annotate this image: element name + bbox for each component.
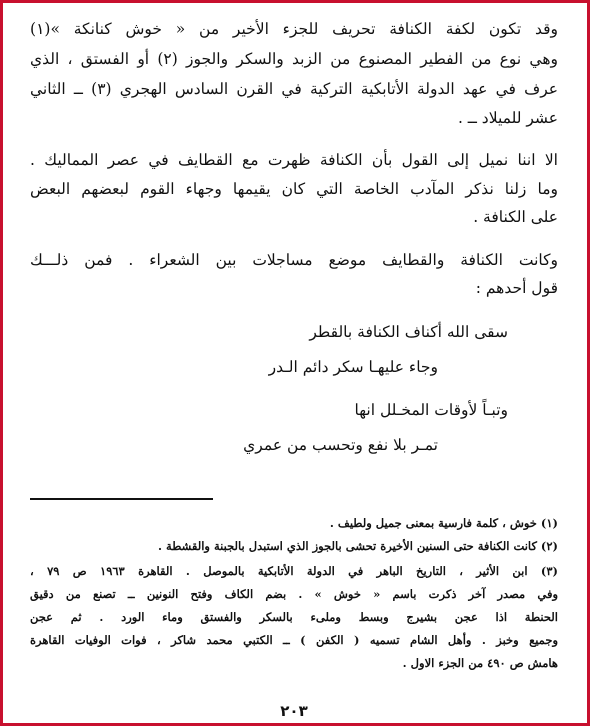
paragraph2-line-2: وما زلنا نذكر المآدب الخاصة التي كان يقيمها وجهاء القوم لبعضهم البعض <box>30 180 558 198</box>
footnote-1: (١) خوش ، كلمة فارسية بمعنى جميل ولطيف . <box>329 516 558 530</box>
verse-3: وتبـاً لأوقات المخـلل انها <box>354 401 508 419</box>
paragraph1-line-1: وقد تكون لكفة الكنافة تحريف للجزء الأخير من « خوش كنانكة »(١) <box>30 20 558 38</box>
paragraph2-line-1: الا اننا نميل إلى القول بأن الكنافة ظهرت مع القطايف في عصر المماليك . <box>30 151 558 169</box>
footnote-separator <box>30 498 213 500</box>
footnote-2: (٢) كانت الكنافة حتى السنين الأخيرة تحشى بالجوز الذي استبدل بالجبنة والقشطة . <box>158 539 558 553</box>
book-page <box>30 8 558 720</box>
paragraph3-line-1: وكانت الكنافة والقطايف موضع مساجلات بين الشعراء . فمن ذلـــك <box>30 251 558 269</box>
paragraph3-line-2: قول أحدهم : <box>475 279 558 297</box>
footnote-3-line-4: وجميع وخبز . وأهل الشام تسميه ( الكفن ) ــ الكتبي محمد شاكر ، فوات الوفيات القاهرة <box>30 633 558 647</box>
paragraph1-line-2: وهي نوع من الفطير المصنوع من الزبد والسكر والجوز (٢) أو الفستق ، الذي <box>30 50 559 68</box>
page-number: ٢٠٣ <box>280 702 308 720</box>
footnote-3-line-3: الحنطة اذا عجن بشيرج وبسط وملىء بالسكر والفستق وماء الورد . ثم عجن <box>30 610 558 624</box>
paragraph1-line-4: عشر للميلاد ــ . <box>457 109 558 127</box>
verse-2: وجاء عليهـا سكر دائم الـدر <box>268 358 438 376</box>
verse-4: تمـر بلا نفع وتحسب من عمري <box>243 436 438 454</box>
paragraph2-line-3: على الكنافة . <box>473 208 558 226</box>
paragraph1-line-3: عرف في عهد الدولة الأتابكية التركية في القرن السادس الهجري (٣) ــ الثاني <box>30 80 558 98</box>
verse-1: سقى الله أكناف الكنافة بالقطر <box>309 323 508 341</box>
footnote-3-line-1: (٣) ابن الأثير ، التاريخ الباهر في الدولة الأتابكية بالموصل . القاهرة ١٩٦٣ ص ٧٩ ، <box>30 564 558 578</box>
footnote-3-line-5: هامش ص ٤٩٠ من الجزء الاول . <box>402 656 558 670</box>
footnote-3-line-2: وفي مصدر آخر ذكرت باسم « خوش » . بضم الكاف وفتح النونين ــ تصنع من دقيق <box>30 587 558 601</box>
